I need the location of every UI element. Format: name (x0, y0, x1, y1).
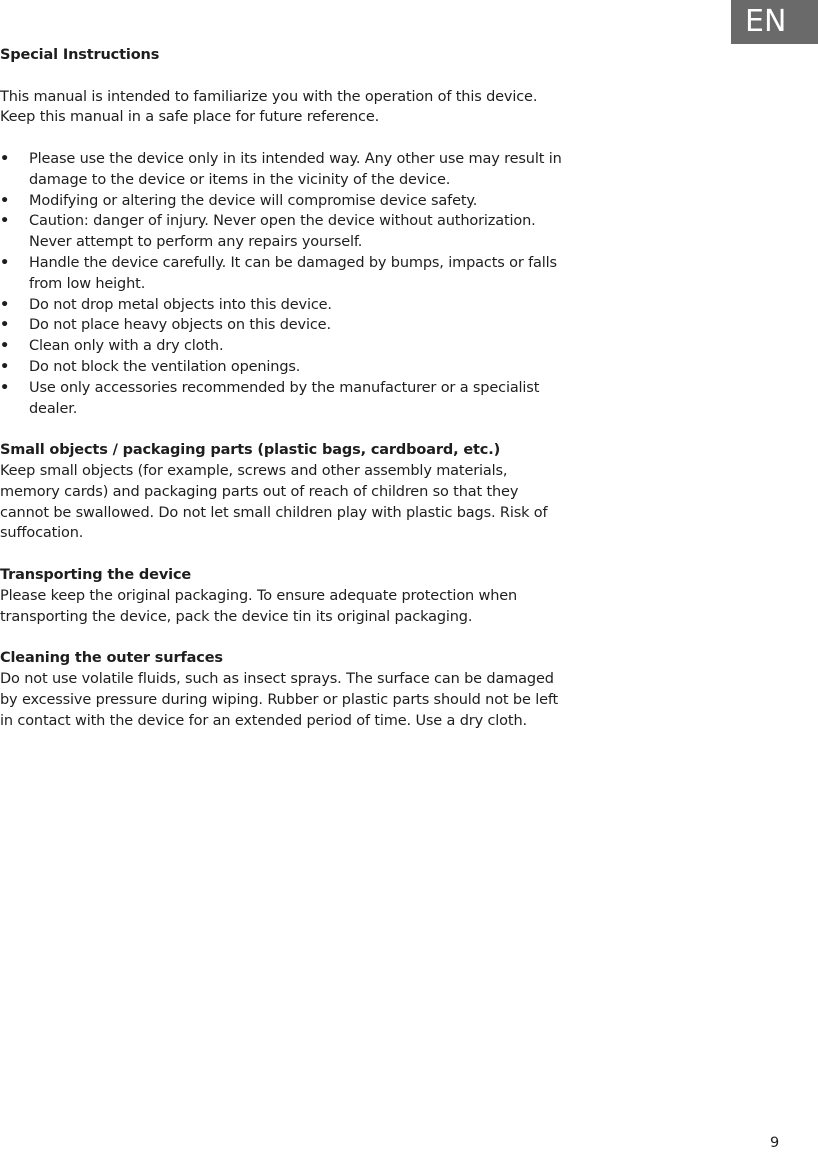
list-item (0, 336, 565, 357)
manual-content (0, 45, 565, 731)
list-item (0, 253, 565, 295)
list-item-text: Do not drop metal objects into this device. (29, 296, 332, 313)
list-item-text: Use only accessories recommended by the manufacturer or a specialist dealer. (29, 379, 540, 417)
bullet-icon: • (0, 254, 10, 271)
transporting-heading: Transporting the device (0, 566, 192, 583)
list-item-text: Handle the device carefully. It can be damaged by bumps, impacts or falls from low height. (29, 254, 557, 292)
list-item-text: Do not block the ventilation openings. (29, 358, 301, 375)
list-item-text: Please use the device only in its intended way. Any other use may result in damage to the device or items in the vicinity of the device. (29, 150, 562, 188)
bullet-icon: • (0, 317, 10, 334)
bullet-icon: • (0, 358, 10, 375)
list-item (0, 378, 565, 420)
bullet-icon: • (0, 296, 10, 313)
intro-paragraph: This manual is intended to familiarize you with the operation of this device. Keep this manual in a safe place for future reference. (0, 88, 538, 126)
transporting-paragraph: Please keep the original packaging. To ensure adequate protection when transporting the device, pack the device tin its original packaging. (0, 587, 518, 625)
special-instructions-heading: Special Instructions (0, 47, 160, 63)
bullet-icon: • (0, 192, 10, 209)
spacer (0, 419, 565, 440)
list-item (0, 211, 565, 253)
list-item-text: Caution: danger of injury. Never open the device without authorization. Never attempt to perform any repairs yourself. (29, 213, 536, 251)
list-item-text: Clean only with a dry cloth. (29, 338, 224, 355)
spacer (0, 627, 565, 648)
spacer (0, 128, 565, 149)
bullet-icon: • (0, 379, 10, 396)
list-item (0, 295, 565, 316)
list-item-text: Modifying or altering the device will compromise device safety. (29, 192, 478, 209)
small-objects-paragraph: Keep small objects (for example, screws and other assembly materials, memory cards) and packaging parts out of reach of children so that they cannot be swallowed. Do not let small children play with plastic bags. Risk of suffocation. (0, 462, 548, 542)
bullet-icon: • (0, 213, 10, 230)
safety-bullet-list (0, 149, 565, 419)
list-item (0, 357, 565, 378)
bullet-icon: • (0, 150, 10, 167)
small-objects-heading: Small objects / packaging parts (plastic bags, cardboard, etc.) (0, 442, 501, 459)
list-item (0, 191, 565, 212)
cleaning-paragraph: Do not use volatile fluids, such as insect sprays. The surface can be damaged by excessive pressure during wiping. Rubber or plastic parts should not be left in contact with the device for an extended period of time. Use a dry cloth. (0, 670, 559, 729)
cleaning-heading: Cleaning the outer surfaces (0, 650, 223, 667)
list-item-text: Do not place heavy objects on this device. (29, 317, 331, 334)
bullet-icon: • (0, 338, 10, 355)
language-tab: EN (731, 0, 818, 44)
page-number: 9 (770, 1135, 780, 1151)
spacer (0, 66, 565, 87)
list-item (0, 149, 565, 191)
list-item (0, 315, 565, 336)
spacer (0, 544, 565, 565)
